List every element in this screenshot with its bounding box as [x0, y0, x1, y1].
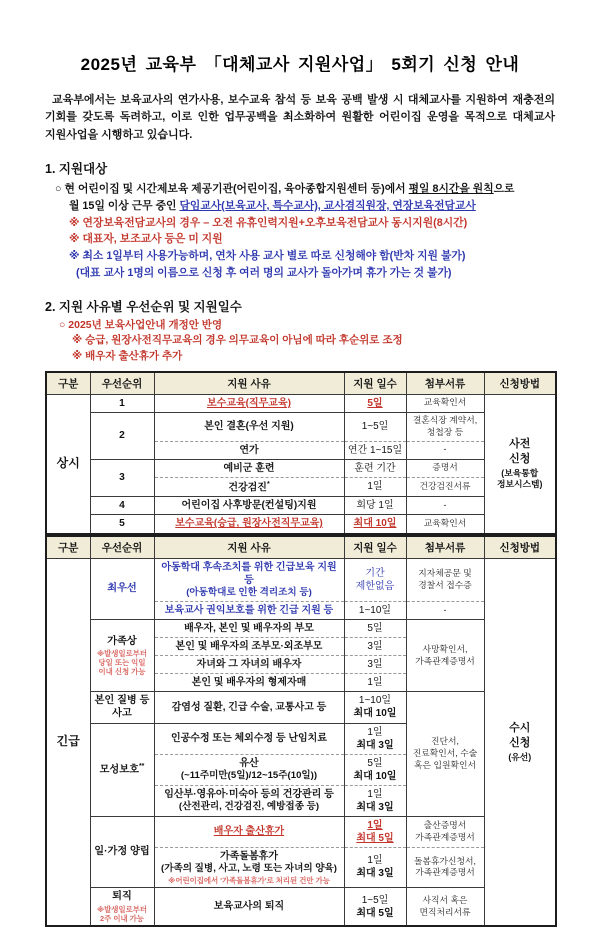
cell-days: [344, 847, 406, 888]
cell-reason-resignation: 보육교사의 퇴직: [154, 888, 344, 926]
cell-days: 3일: [344, 656, 406, 674]
col-header-category: 구분: [46, 372, 90, 395]
table-regular-support: [45, 371, 557, 535]
cell-attach: 교육확인서: [406, 515, 484, 534]
days-line1: 1~5일: [361, 894, 389, 906]
cell-priority-top: 최우선: [90, 558, 154, 619]
cell-reason-fertility: 인공수정 또는 체외수정 등 난임치료: [154, 723, 344, 754]
col-header-days: 지원 일수: [344, 536, 406, 559]
table-header-row: [46, 372, 556, 395]
cell-reason-consulting-visit: 어린이집 사후방문(컨설팅)지원: [154, 497, 344, 515]
days-line1: 1일: [367, 788, 383, 800]
s1-line2-teachers: 담임교사(보육교사, 특수교사), 교사겸직원장, 연장보육전담교사: [179, 199, 476, 212]
cell-priority: 3: [90, 459, 154, 496]
cell-category-regular: 상시: [46, 394, 90, 533]
table-row: [46, 459, 556, 477]
cell-attach: 교육확인서: [406, 394, 484, 412]
s1-note-red1: ※ 연장보육전담교사의 경우 – 오전 유휴인력지원+오후보육전담교사 동시지원(8시간): [69, 216, 468, 229]
s1-note-blue2: (대표 교사 1명의 이름으로 신청 후 여러 명의 교사가 돌아가며 휴가 가는 것 불가): [76, 266, 452, 279]
cell-days: [344, 816, 406, 847]
reason-line2: (산전관리, 건강검진, 예방접종 등): [178, 800, 320, 812]
section2-notes: [45, 318, 555, 365]
doc-title: 2025년 교육부 「대체교사 지원사업」 5회기 신청 안내: [80, 55, 520, 74]
reason-text: 건강검진: [228, 482, 267, 494]
cell-reason-health-checkup: [154, 477, 344, 496]
days-line2: 최대 5일: [356, 907, 394, 919]
method-line3: (보육통합: [501, 467, 539, 478]
priority-label: 퇴직: [112, 891, 132, 903]
reason-line2: (가족의 질병, 사고, 노령 또는 자녀의 양육): [161, 862, 337, 874]
table-emergency-support: [45, 535, 557, 927]
priority-label: 모성보호: [99, 764, 139, 776]
section1-body: [45, 181, 555, 281]
days-value: 최대 10일: [353, 518, 397, 530]
reason-line1: 가족돌봄휴가: [220, 850, 278, 862]
cell-method-anytime: [484, 558, 556, 926]
reason-line2: (~11주미만(5일)/12~15주(10일)): [180, 769, 318, 781]
reason-line1: 임산부·영유아·미숙아 등의 건강관리 등: [164, 788, 334, 800]
footnote-marker: *: [266, 480, 270, 488]
cell-attach: 결혼식장 계약서, 청첩장 등: [406, 413, 484, 442]
reason-line2: (아동학대로 인한 격리조치 등): [186, 586, 312, 598]
method-line1: 수시: [509, 721, 531, 734]
reason-line1: 유산: [239, 757, 259, 769]
cell-days: 1~5일: [344, 413, 406, 442]
cell-days: [344, 558, 406, 601]
table-header-row: [46, 536, 556, 559]
days-line1: 1일: [367, 726, 383, 738]
table-row: [46, 558, 556, 601]
cell-reason-paternity-leave: [154, 816, 344, 847]
attach-line1: 출산증명서: [423, 819, 467, 830]
s2-note1: ○ 2025년 보육사업안내 개정안 반영: [59, 318, 223, 331]
cell-days: [344, 754, 406, 785]
cell-attach: 지자체공문 및 경찰서 접수증: [406, 558, 484, 601]
reason-line1: 아동학대 후속조치를 위한 긴급보육 지원 등: [161, 561, 337, 586]
cell-category-emergency: 긴급: [46, 558, 90, 926]
days-line2: 최대 3일: [356, 868, 394, 880]
days-line2: 최대 5일: [356, 832, 394, 844]
col-header-days: 지원 일수: [344, 372, 406, 395]
cell-attach: 사직서 혹은 면직처리서류: [406, 888, 484, 926]
cell-priority: 5: [90, 515, 154, 534]
days-line1: 1일: [367, 819, 383, 831]
reason-note: ※어린이집에서 '가족돌봄휴가'로 처리된 건만 가능: [168, 876, 330, 886]
s1-line1-suffix: 으로: [493, 183, 515, 196]
reason-refresher-training: 보수교육(직무교육): [207, 397, 291, 409]
table-row: [46, 413, 556, 442]
table-row: [46, 394, 556, 412]
priority-note: ※발생일로부터 당일 또는 익일 이내 신청 가능: [96, 648, 148, 677]
days-line1: 1일: [367, 855, 383, 867]
s2-note2: ※ 승급, 원장사전직무교육의 경우 의무교육이 아님에 따라 후순위로 조정: [72, 334, 403, 347]
table-row: [46, 816, 556, 847]
cell-attach: 증명서: [406, 459, 484, 477]
cell-attach: -: [406, 441, 484, 459]
reason-text: 배우자 출산휴가: [213, 826, 285, 838]
days-line1: 1~10일: [358, 695, 392, 707]
days-line1: 5일: [367, 757, 383, 769]
cell-reason-grandparents: 본인 및 배우자의 조부모·외조부모: [154, 638, 344, 656]
s2-note3: ※ 배우자 출산휴가 추가: [72, 350, 183, 363]
cell-days: [344, 515, 406, 534]
cell-reason-promotion-training: [154, 515, 344, 534]
cell-priority: 4: [90, 497, 154, 515]
col-header-priority: 우선순위: [90, 372, 154, 395]
s1-line1: [45, 181, 555, 198]
cell-priority: 2: [90, 413, 154, 460]
s1-note-red2: ※ 대표자, 보조교사 등은 미 지원: [69, 233, 223, 246]
cell-priority-work-family: 일·가정 양립: [90, 816, 154, 888]
intro-paragraph: 교육부에서는 보육교사의 연가사용, 보수교육 참석 등 보육 공백 발생 시 대체교사를 지원하여 재충전의 기회를 갖도록 독려하고, 이로 인한 업무공백을 최소화하여 원활한 어린이집 운영을 목적으로 대체교사 지원사업을 시행하고 있습니다.: [45, 94, 555, 141]
priority-note: ※발생일로부터 2주 이내 가능: [96, 904, 148, 923]
cell-method-advance: [484, 394, 556, 533]
s1-line1-emphasis: 평일 8시간을 원칙: [408, 183, 494, 196]
cell-attach: 돌봄휴가신청서, 가족관계증명서: [406, 847, 484, 888]
cell-reason-spouse-parents: 배우자, 본인 및 배우자의 부모: [154, 620, 344, 638]
table-row: [46, 620, 556, 638]
cell-priority-resignation: [90, 888, 154, 926]
col-header-priority: 우선순위: [90, 536, 154, 559]
cell-days: 연간 1~15일: [344, 441, 406, 459]
cell-days: 1일: [344, 674, 406, 692]
cell-reason-marriage: 본인 결혼(우선 지원): [154, 413, 344, 442]
col-header-attach: 첨부서류: [406, 372, 484, 395]
cell-days: [344, 394, 406, 412]
cell-priority-maternity: [90, 723, 154, 816]
method-line1: 사전: [509, 437, 531, 450]
method-line2: 신청: [509, 737, 531, 750]
method-line2: 신청: [509, 453, 531, 466]
cell-days: 1~10일: [344, 602, 406, 620]
method-line3: (유선): [508, 751, 532, 762]
cell-reason-children: 자녀와 그 자녀의 배우자: [154, 656, 344, 674]
table-row: [46, 888, 556, 926]
cell-attach-death-cert: 사망확인서, 가족관계증명서: [406, 620, 484, 692]
cell-reason-siblings: 본인 및 배우자의 형제자매: [154, 674, 344, 692]
days-value: 5일: [367, 397, 383, 409]
footnote-marker: **: [138, 763, 145, 771]
col-header-category: 구분: [46, 536, 90, 559]
s1-line1-text: ○ 현 어린이집 및 시간제보육 제공기관(어린이집, 육아종합지원센터 등)에서: [55, 183, 409, 196]
cell-priority: 1: [90, 394, 154, 412]
col-header-attach: 첨부서류: [406, 536, 484, 559]
priority-label: 가족상: [107, 635, 137, 647]
table-row: [46, 515, 556, 534]
cell-reason-prenatal-care: [154, 785, 344, 816]
s1-line2-text: 월 15일 이상 근무 중인: [69, 199, 180, 212]
reason-text: 보수교육(승급, 원장사전직무교육): [175, 518, 323, 530]
col-header-method: 신청방법: [484, 372, 556, 395]
days-line2: 최대 3일: [356, 739, 394, 751]
s1-note-blue1: ※ 최소 1일부터 사용가능하며, 연차 사용 교사 별로 따로 신청해야 함(반차 지원 불가): [69, 250, 466, 263]
table-row: [46, 692, 556, 724]
cell-attach: [406, 816, 484, 847]
cell-days: [344, 785, 406, 816]
col-header-reason: 지원 사유: [154, 536, 344, 559]
cell-attach: -: [406, 497, 484, 515]
cell-days: 1일: [344, 477, 406, 496]
cell-days: [344, 692, 406, 724]
col-header-method: 신청방법: [484, 536, 556, 559]
section1-heading: 1. 지원대상: [45, 162, 108, 177]
table-row: [46, 497, 556, 515]
cell-reason: [154, 394, 344, 412]
cell-days: 훈련 기간: [344, 459, 406, 477]
cell-days: [344, 723, 406, 754]
col-header-reason: 지원 사유: [154, 372, 344, 395]
method-line4: 정보시스템): [497, 479, 543, 490]
cell-days: 5일: [344, 620, 406, 638]
cell-attach: -: [406, 602, 484, 620]
cell-reason-miscarriage: [154, 754, 344, 785]
cell-reason-teacher-rights: 보육교사 권익보호를 위한 긴급 지원 등: [154, 602, 344, 620]
days-line2: 최대 10일: [353, 770, 397, 782]
s1-line2: [45, 198, 555, 215]
cell-reason-reserve-army: 예비군 훈련: [154, 459, 344, 477]
cell-reason-family-care: [154, 847, 344, 888]
cell-reason-child-abuse: [154, 558, 344, 601]
cell-days: [344, 888, 406, 926]
days-line1: 기간: [365, 567, 385, 579]
cell-days: 회당 1일: [344, 497, 406, 515]
cell-reason-annual-leave: 연가: [154, 441, 344, 459]
cell-reason-infectious: 감염성 질환, 긴급 수술, 교통사고 등: [154, 692, 344, 724]
cell-priority-illness: 본인 질병 등 사고: [90, 692, 154, 724]
days-line2: 최대 10일: [353, 708, 397, 720]
cell-priority-bereavement: [90, 620, 154, 692]
cell-days: 3일: [344, 638, 406, 656]
section2-heading: 2. 지원 사유별 우선순위 및 지원일수: [45, 299, 242, 314]
cell-attach-medical-cert: 진단서, 진료확인서, 수술 혹은 입원확인서: [406, 692, 484, 817]
days-line2: 최대 3일: [356, 801, 394, 813]
days-line2: 제한없음: [355, 580, 395, 592]
attach-line2: 가족관계증명서: [415, 831, 475, 842]
cell-attach: 건강검진서류: [406, 477, 484, 496]
